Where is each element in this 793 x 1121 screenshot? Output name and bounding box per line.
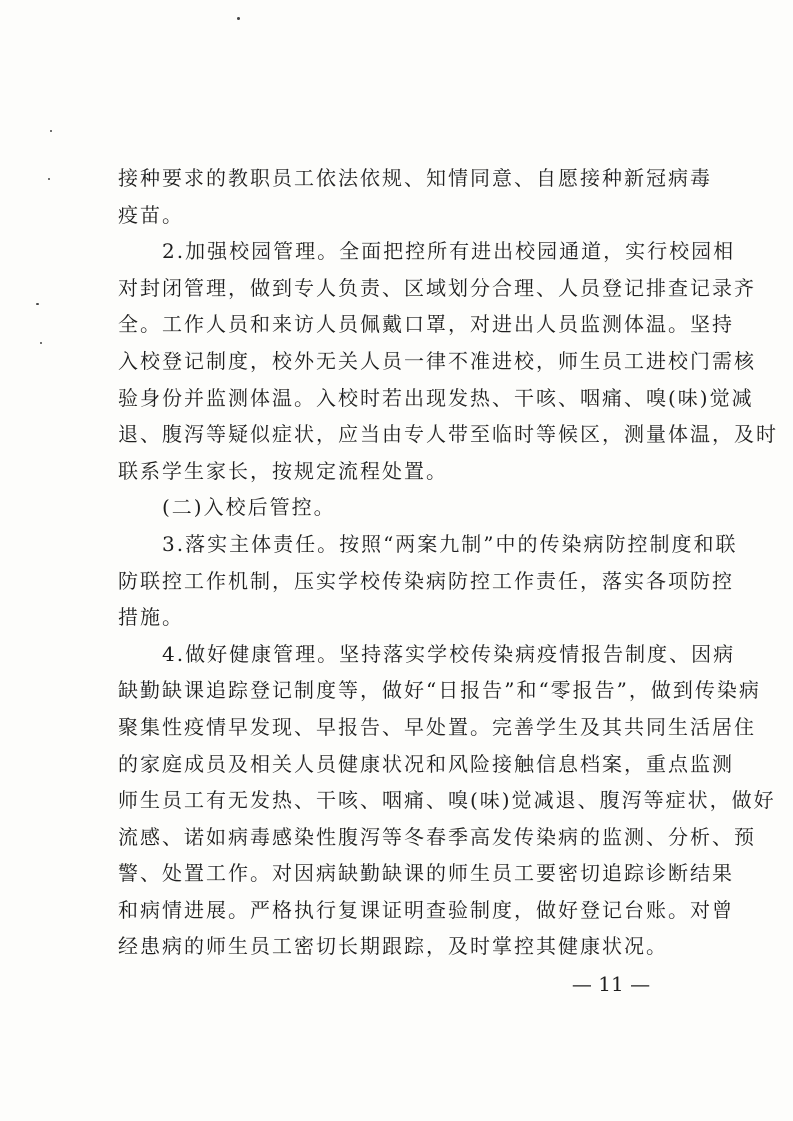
paragraph-main-responsibility <box>118 526 738 636</box>
text-line: 疫苗。 <box>118 202 184 227</box>
text-line: 入校登记制度，校外无关人员一律不准进校，师生员工进校门需核 <box>118 348 756 373</box>
paragraph-vaccination-continuation <box>118 160 712 233</box>
section-heading-after-entry <box>118 489 678 526</box>
text-line: 经患病的师生员工密切长期跟踪，及时掌控其健康状况。 <box>118 934 668 959</box>
text-line: 2.加强校园管理。全面把控所有进出校园通道，实行校园相 <box>162 239 736 264</box>
text-line: 接种要求的教职员工依法依规、知情同意、自愿接种新冠病毒 <box>118 166 712 190</box>
text-line: 缺勤缺课追踪登记制度等，做好“日报告”和“零报告”，做到传染病 <box>118 678 761 703</box>
text-line: 验身份并监测体温。入校时若出现发热、干咳、咽痛、嗅(味)觉减 <box>118 385 754 410</box>
text-line: 全。工作人员和来访人员佩戴口罩，对进出人员监测体温。坚持 <box>118 312 734 337</box>
text-line: (二)入校后管控。 <box>162 495 336 520</box>
text-line: 对封闭管理，做到专人负责、区域划分合理、人员登记排查记录齐 <box>118 275 756 300</box>
scan-speck <box>36 303 39 305</box>
text-line: 警、处置工作。对因病缺勤缺课的师生员工要密切追踪诊断结果 <box>118 861 734 886</box>
scan-speck <box>48 178 50 180</box>
page-number: — 11 — <box>571 972 651 996</box>
paragraph-campus-management <box>118 233 778 489</box>
text-line: 流感、诺如病毒感染性腹泻等冬春季高发传染病的监测、分析、预 <box>118 824 756 849</box>
text-line: 联系学生家长，按规定流程处置。 <box>118 458 448 483</box>
text-line: 防联控工作机制，压实学校传染病防控工作责任，落实各项防控 <box>118 568 734 593</box>
paragraph-health-management <box>118 636 776 965</box>
text-line: 和病情进展。严格执行复课证明查验制度，做好登记台账。对曾 <box>118 897 734 922</box>
text-line: 4.做好健康管理。坚持落实学校传染病疫情报告制度、因病 <box>162 641 736 666</box>
text-line: 聚集性疫情早发现、早报告、早处置。完善学生及其共同生活居住 <box>118 714 756 739</box>
document-body <box>118 160 778 965</box>
text-line: 退、腹泻等疑似症状，应当由专人带至临时等候区，测量体温，及时 <box>118 422 778 447</box>
text-line: 师生员工有无发热、干咳、咽痛、嗅(味)觉减退、腹泻等症状，做好 <box>118 788 776 813</box>
text-line: 3.落实主体责任。按照“两案九制”中的传染病防控制度和联 <box>162 531 738 556</box>
scan-speck <box>40 342 42 344</box>
scan-speck <box>50 130 52 132</box>
text-line: 的家庭成员及相关人员健康状况和风险接触信息档案，重点监测 <box>118 751 734 776</box>
scan-speck <box>237 17 240 20</box>
text-line: 措施。 <box>118 605 184 630</box>
